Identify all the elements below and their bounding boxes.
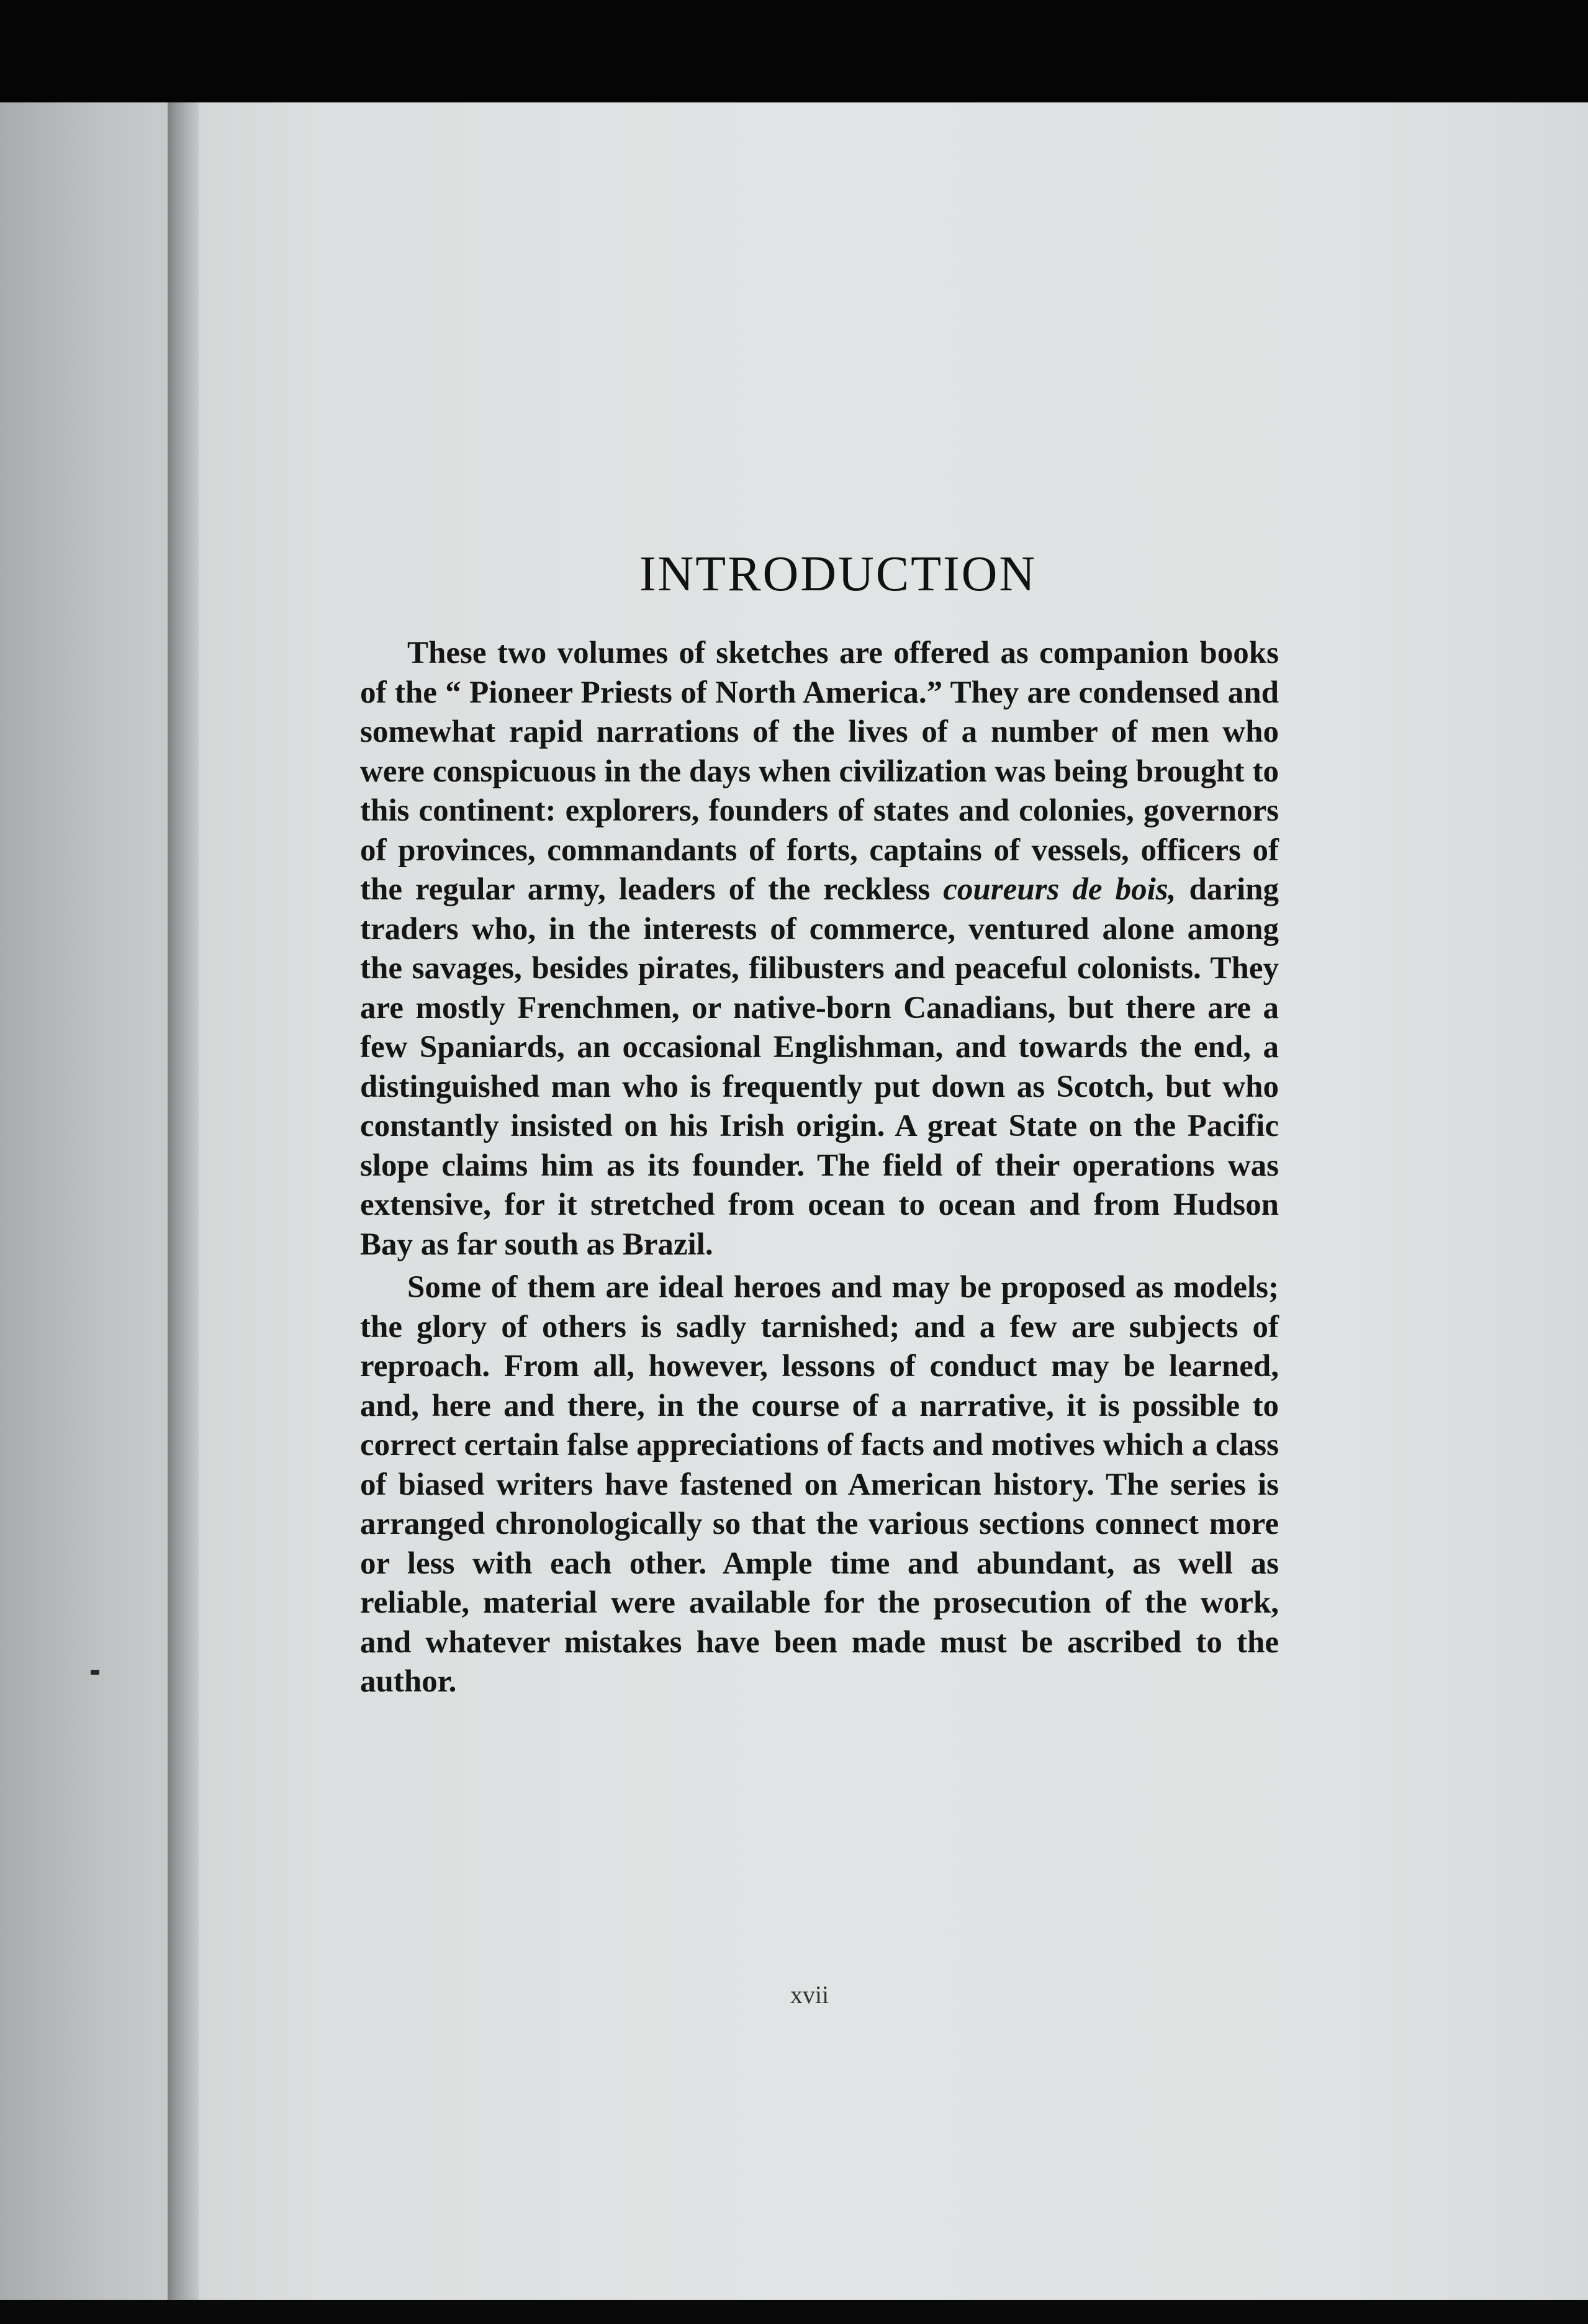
binding-shadow xyxy=(0,102,168,2300)
paragraph-1 xyxy=(360,634,1279,1264)
page-body xyxy=(360,546,1279,1702)
paragraph-1-text-a: These two volumes of sketches are offered as companion books of the “ Pioneer Priests of North America.” They are condensed and somewhat rapid narrations of the lives of a number of men who were conspicuous in the days when civilization was being brought to this continent: explorers, founders of states and colonies, governors of provinces, commandants of forts, captains of vessels, officers of the regular army, leaders of the reckless xyxy=(360,636,1279,907)
scan-mark xyxy=(91,1670,99,1675)
page-number: xvii xyxy=(790,1981,829,2009)
paragraph-1-text-b: daring traders who, in the interests of commerce, ventured alone among the savages, besides pirates, filibusters and peaceful colonists. They are mostly Frenchmen, or native-born Canadians, but there are a few Spaniards, an occasional Englishman, and towards the end, a distinguished man who is frequently put down as Scotch, but who constantly insisted on his Irish origin. A great State on the Pacific slope claims him as its founder. The field of their operations was extensive, for it stretched from ocean to ocean and from Hudson Bay as far south as Brazil. xyxy=(360,872,1279,1262)
paragraph-2: Some of them are ideal heroes and may be proposed as models; the glory of others is sadly tarnished; and a few are subjects of reproach. From all, however, lessons of conduct may be learned, and, here and there, in the course of a narrative, it is possible to correct certain false appreciations of facts and motives which a class of biased writers have fastened on American history. The series is arranged chronologically so that the various sections connect more or less with each other. Ample time and abundant, as well as reliable, material were available for the prosecution of the work, and whatever mistakes have been made must be ascribed to the author. xyxy=(360,1270,1279,1699)
binding-edge xyxy=(168,102,199,2300)
scan-bottom-border xyxy=(0,2300,1588,2324)
paragraph-1-italic: coureurs de bois, xyxy=(943,872,1176,907)
page-title: INTRODUCTION xyxy=(639,547,1037,601)
